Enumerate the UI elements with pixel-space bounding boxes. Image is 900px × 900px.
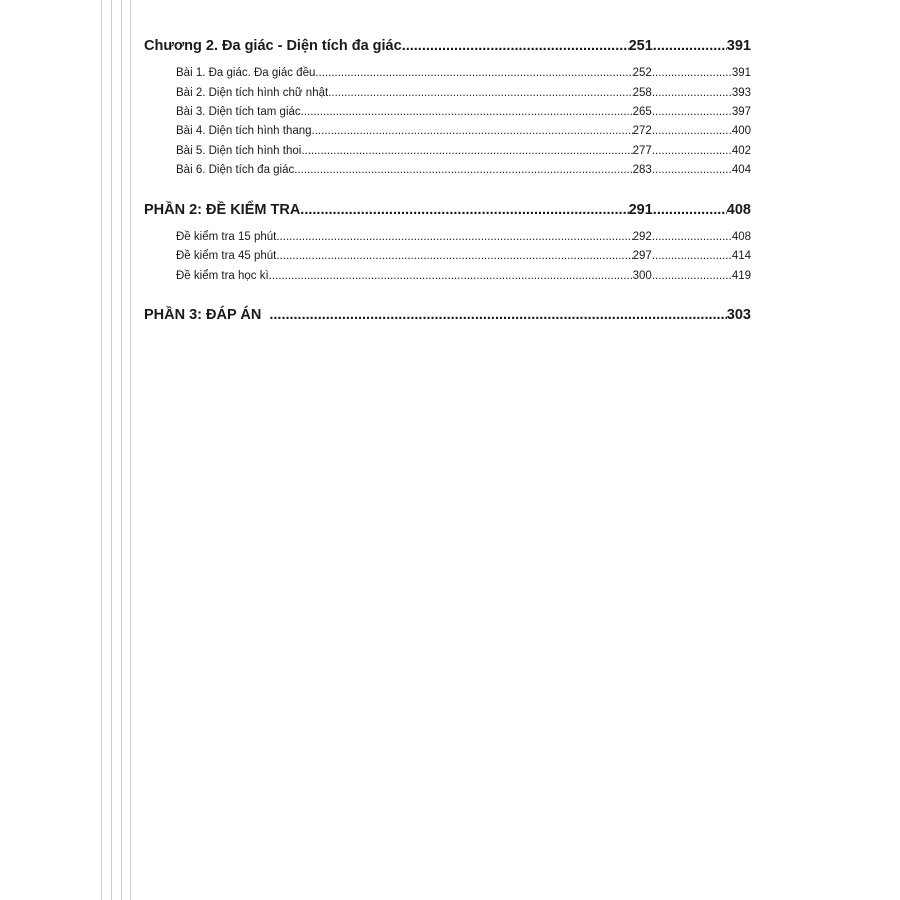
toc-entry-title: Bài 4. Diện tích hình thang — [176, 125, 312, 137]
toc-answer-page: 391 — [726, 38, 751, 54]
margin-rule — [111, 0, 112, 900]
toc-answer-page: 400 — [731, 125, 751, 137]
toc-heading-title: Chương 2. Đa giác - Diện tích đa giác — [144, 38, 402, 54]
toc-entry[interactable] — [176, 270, 751, 282]
toc-page: 277 — [632, 145, 652, 157]
toc-entry-title: Bài 6. Diện tích đa giác — [176, 164, 295, 176]
toc-answer-page: 404 — [731, 164, 751, 176]
toc-entry[interactable] — [176, 87, 751, 99]
toc-heading[interactable] — [144, 307, 751, 323]
toc-page: 300 — [632, 270, 652, 282]
toc-page: 272 — [632, 125, 652, 137]
toc-answer-page: 408 — [726, 202, 751, 218]
toc-answer-page: 402 — [731, 145, 751, 157]
margin-rule — [130, 0, 131, 900]
toc-entry[interactable] — [176, 250, 751, 262]
toc-entry[interactable] — [176, 145, 751, 157]
toc-entry-title: Bài 1. Đa giác. Đa giác đều — [176, 67, 316, 79]
margin-rule — [101, 0, 102, 900]
toc-page: 297 — [632, 250, 652, 262]
toc-entry-title: Bài 3. Diện tích tam giác — [176, 106, 301, 118]
toc-heading[interactable] — [144, 38, 751, 54]
toc-entry-title: Đề kiểm tra 15 phút — [176, 231, 277, 243]
toc-answer-page: 419 — [731, 270, 751, 282]
toc-heading-title: PHẦN 2: ĐỀ KIỂM TRA — [144, 202, 301, 218]
toc-page: 251 — [628, 38, 653, 54]
toc-entry-title: Bài 2. Diện tích hình chữ nhật — [176, 87, 329, 99]
toc-answer-page: 391 — [731, 67, 751, 79]
toc-answer-page: 414 — [731, 250, 751, 262]
toc-entry[interactable] — [176, 164, 751, 176]
margin-rule — [121, 0, 122, 900]
toc-page: 291 — [628, 202, 653, 218]
toc-page: 252 — [632, 67, 652, 79]
toc-entry-title: Bài 5. Diện tích hình thoi — [176, 145, 302, 157]
toc-page: 265 — [632, 106, 652, 118]
toc-answer-page: 397 — [731, 106, 751, 118]
toc-entry[interactable] — [176, 125, 751, 137]
toc-page: 292 — [632, 231, 652, 243]
toc-page: 283 — [632, 164, 652, 176]
toc-heading-title: PHẦN 3: ĐÁP ÁN — [144, 307, 262, 323]
toc-entry[interactable] — [176, 67, 751, 79]
toc-entry-title: Đề kiểm tra 45 phút — [176, 250, 277, 262]
toc-entry-title: Đề kiểm tra học kì — [176, 270, 269, 282]
toc-page: 258 — [632, 87, 652, 99]
toc-page: 303 — [726, 307, 751, 323]
toc-answer-page: 393 — [731, 87, 751, 99]
toc-heading[interactable] — [144, 202, 751, 218]
toc-entry[interactable] — [176, 106, 751, 118]
toc-entry[interactable] — [176, 231, 751, 243]
toc-answer-page: 408 — [731, 231, 751, 243]
